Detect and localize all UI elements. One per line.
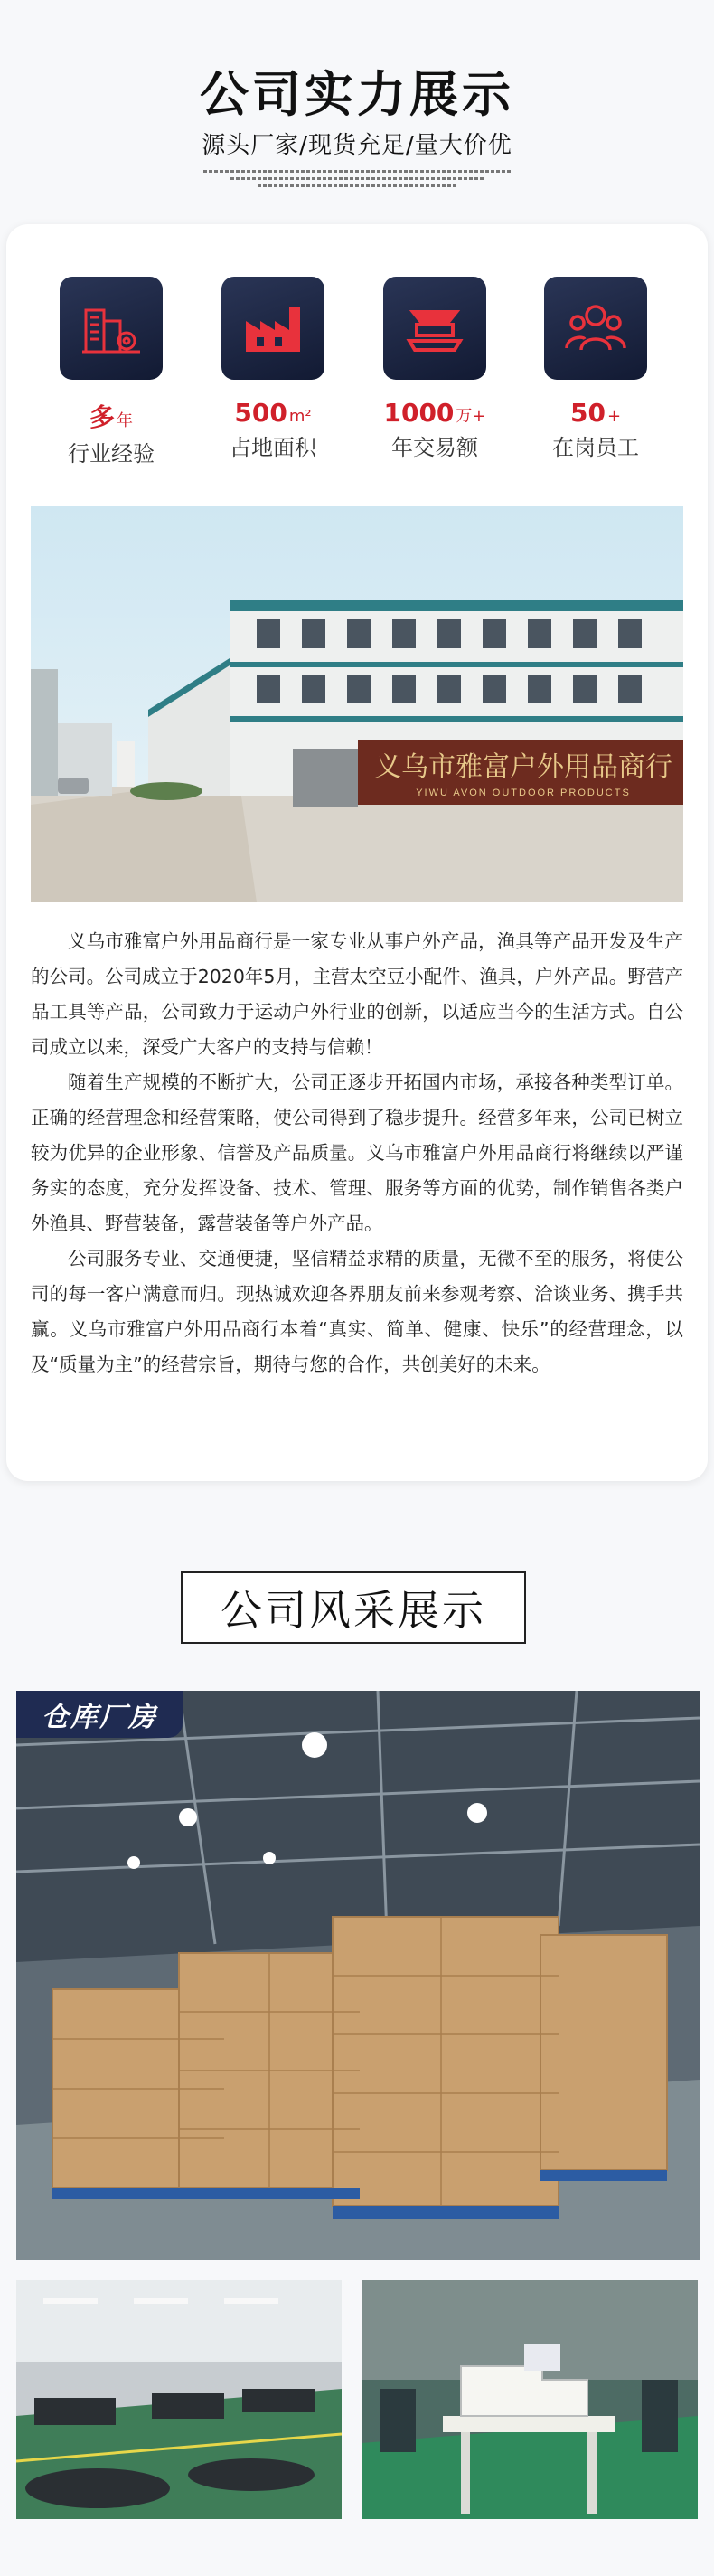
factory-icon — [221, 277, 324, 380]
sign-chinese: 义乌市雅富户外用品商行 — [374, 752, 672, 782]
warehouse-tag: 仓库厂房 — [16, 1691, 183, 1738]
stat-value: 500 m² — [234, 398, 312, 428]
stat-value: 50 + — [569, 398, 622, 428]
sign-english: YIWU AVON OUTDOOR PRODUCTS — [416, 788, 631, 798]
stat-label: 占地面积 — [230, 435, 316, 460]
stat-label: 行业经验 — [68, 441, 155, 467]
building-gear-icon — [60, 277, 163, 380]
decorative-dotted-line — [203, 170, 511, 173]
decorative-dotted-line — [258, 184, 456, 187]
stat-turnover — [367, 277, 503, 461]
team-icon — [544, 277, 647, 380]
page-subtitle: 源头厂家/现货充足/量大价优 — [202, 132, 512, 159]
stat-value: 1000 万+ — [383, 398, 486, 428]
hero-header — [0, 0, 714, 217]
intro-paragraph: 义乌市雅富户外用品商行是一家专业从事户外产品，渔具等产品开发及生产的公司。公司成立于2020年5月，主营太空豆小配件、渔具，户外产品。野营产品工具等产品，公司致力于运动户外行业的创新，以适应当今的生活方式。自公司成立以来，深受广大客户的支持与信赖！ — [31, 930, 683, 1058]
stat-value: 多年 — [89, 402, 133, 432]
stat-experience — [43, 277, 179, 467]
warehouse-photo — [16, 1691, 700, 2260]
stat-employees — [528, 277, 663, 461]
page-title: 公司实力展示 — [200, 66, 514, 123]
stat-label: 年交易额 — [391, 435, 478, 460]
intro-paragraph: 随着生产规模的不断扩大，公司正逐步开拓国内市场，承接各种类型订单。正确的经营理念和经营策略，使公司得到了稳步提升。经营多年来，公司已树立较为优异的企业形象、信誉及产品质量。义乌市雅富户外用品商行将继续以严谨务实的态度，充分发挥设备、技术、管理、服务等方面的优势，制作销售各类户外渔具、野营装备，露营装备等户外产品。 — [31, 1071, 683, 1234]
intro-paragraph: 公司服务专业、交通便捷，坚信精益求精的质量，无微不至的服务，将使公司的每一客户满意而归。现热诚欢迎各界朋友前来参观考察、洽谈业务、携手共赢。义乌市雅富户外用品商行本着“真实、简单、健康、快乐”的经营理念，以及“质量为主”的经营宗旨，期待与您的合作，共创美好的未来。 — [31, 1248, 683, 1375]
workshop-photo — [16, 2280, 342, 2519]
stacked-layers-icon — [383, 277, 486, 380]
stat-area — [205, 277, 341, 461]
company-introduction — [31, 924, 683, 1382]
decorative-dotted-line — [230, 177, 484, 180]
section-title-showcase: 公司风采展示 — [181, 1571, 526, 1644]
stat-label: 在岗员工 — [552, 435, 639, 460]
sewing-machine-photo — [362, 2280, 698, 2519]
company-building-photo — [31, 506, 683, 902]
